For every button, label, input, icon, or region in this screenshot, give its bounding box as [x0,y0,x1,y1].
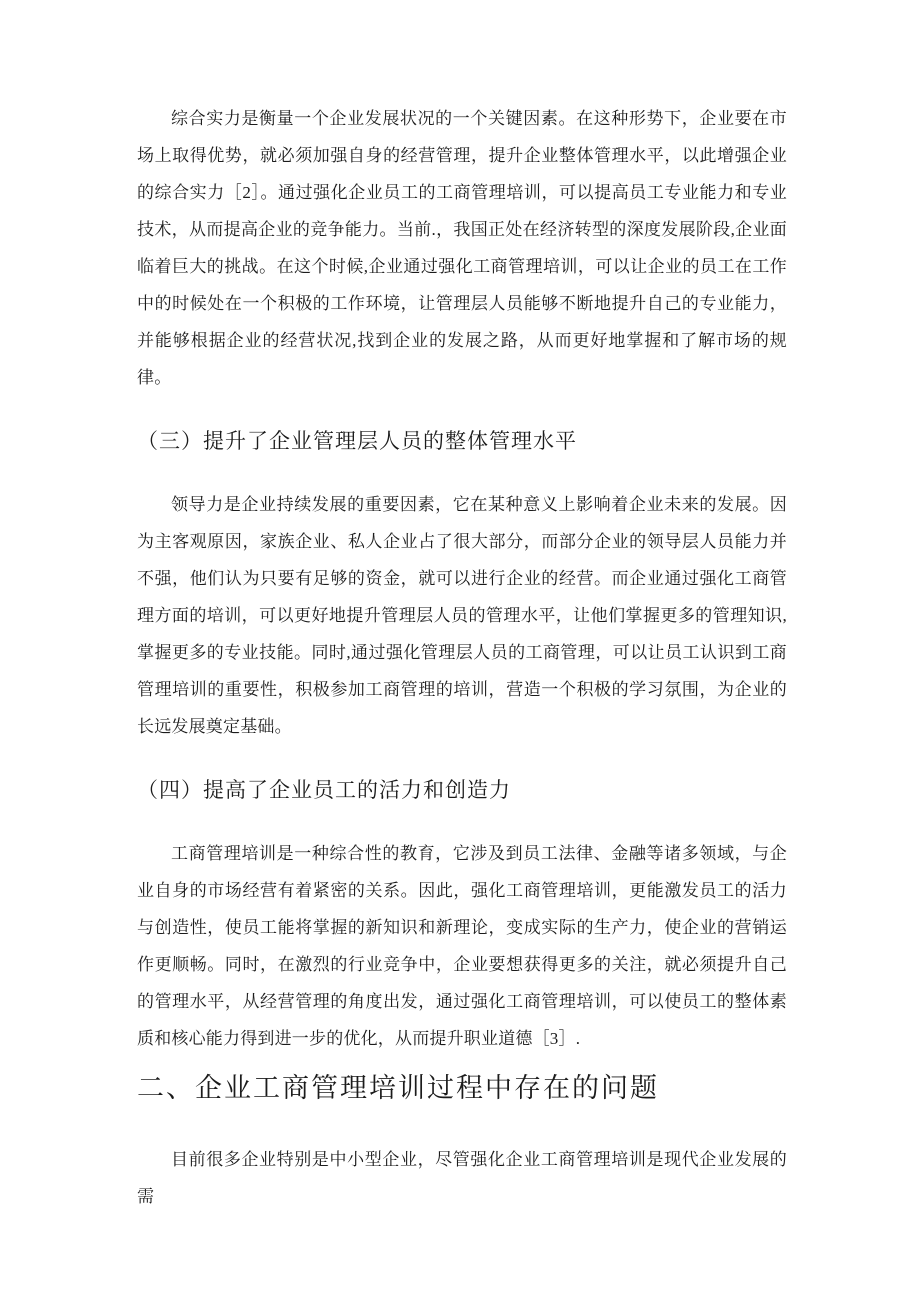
section-heading-four: （四）提高了企业员工的活力和创造力 [137,778,511,802]
paragraph-advantage-comprehensive-strength: 综合实力是衡量一个企业发展状况的一个关键因素。在这种形势下，企业要在市场上取得优势，就必须加强自身的经营管理，提升企业整体管理水平，以此增强企业的综合实力［2］。通过强化企业员工的工商管理培训，可以提高员工专业能力和专业技术，从而提高企业的竞争能力。当前.，我国正处在经济转型的深度发展阶段,企业面临着巨大的挑战。在这个时候,企业通过强化工商管理培训，可以让企业的员工在工作中的时候处在一个积极的工作环境，让管理层人员能够不断地提升自己的专业能力，并能够根据企业的经营状况,找到企业的发展之路，从而更好地掌握和了解市场的规律。 [137,109,787,387]
section-heading-three: （三）提升了企业管理层人员的整体管理水平 [137,429,577,453]
paragraph-leadership: 领导力是企业持续发展的重要因素，它在某种意义上影响着企业未来的发展。因为主客观原因，家族企业、私人企业占了很大部分，而部分企业的领导层人员能力并不强，他们认为只要有足够的资金，就可以进行企业的经营。而企业通过强化工商管理方面的培训，可以更好地提升管理层人员的管理水平，让他们掌握更多的管理知识,掌握更多的专业技能。同时,通过强化管理层人员的工商管理，可以让员工认识到工商管理培训的重要性，积极参加工商管理的培训，营造一个积极的学习氛围，为企业的长远发展奠定基础。 [137,495,787,736]
chapter-heading-two: 二、企业工商管理培训过程中存在的问题 [137,1073,659,1103]
paragraph-vitality-creativity: 工商管理培训是一种综合性的教育，它涉及到员工法律、金融等诸多领域，与企业自身的市场经营有着紧密的关系。因此，强化工商管理培训，更能激发员工的活力与创造性，使员工能将掌握的新知识和新理论，变成实际的生产力，使企业的营销运作更顺畅。同时，在激烈的行业竞争中，企业要想获得更多的关注，就必须提升自己的管理水平，从经营管理的角度出发，通过强化工商管理培训，可以使员工的整体素质和核心能力得到进一步的优化，从而提升职业道德［3］. [137,844,787,1048]
paragraph-current-problems-intro: 目前很多企业特别是中小型企业，尽管强化企业工商管理培训是现代企业发展的需 [137,1150,787,1206]
